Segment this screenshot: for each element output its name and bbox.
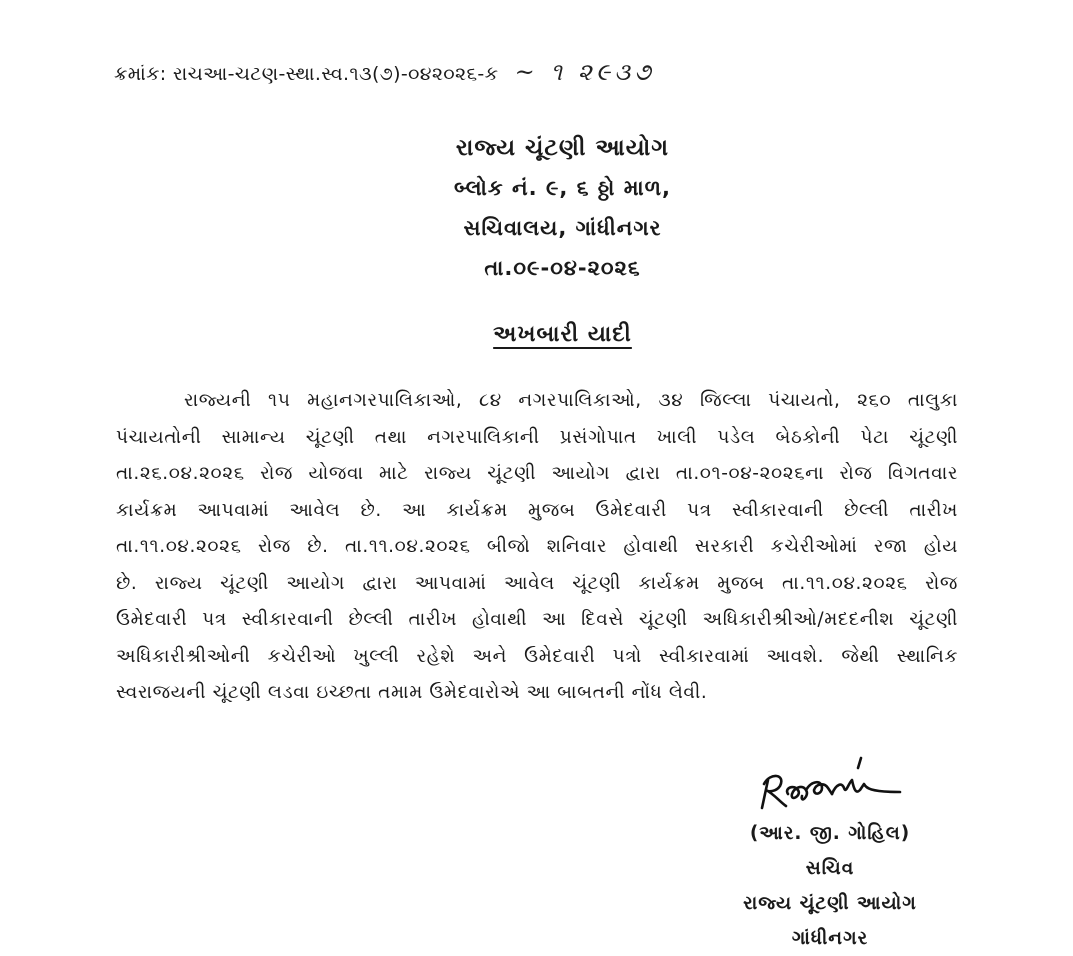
signature-icon bbox=[700, 750, 960, 816]
signatory-name: (આર. જી. ગોહિલ) bbox=[749, 823, 911, 844]
signature-block bbox=[700, 750, 960, 956]
letterhead bbox=[0, 128, 1073, 288]
body-paragraph bbox=[116, 383, 958, 712]
paragraph-line: સ્વરાજયની ચૂંટણી લડવા ઇચ્છતા તમામ ઉમેદવારોએ આ બાબતની નોંધ લેવી. bbox=[116, 682, 708, 703]
paragraph-line: પંચાયતોની સામાન્ય ચૂંટણી તથા નગરપાલિકાની પ્રસંગોપાત ખાલી પડેલ બેઠકોની પેટા ચૂંટણી bbox=[116, 426, 958, 448]
paragraph-line: તા.૨૬.૦૪.૨૦૨૬ રોજ યોજવા માટે રાજ્ય ચૂંટણી આયોગ દ્વારા તા.૦૧-૦૪-૨૦૨૬ના રોજ વિગતવાર bbox=[116, 463, 958, 484]
paragraph-line: તા.૧૧.૦૪.૨૦૨૬ રોજ છે. તા.૧૧.૦૪.૨૦૨૬ બીજો શનિવાર હોવાથી સરકારી કચેરીઓમાં રજા હોય bbox=[116, 536, 958, 557]
signatory-designation: સચિવ bbox=[805, 858, 855, 879]
paragraph-line: કાર્યક્રમ આપવામાં આવેલ છે. આ કાર્યક્રમ મુજબ ઉમેદવારી પત્ર સ્વીકારવાની છેલ્લી તારીખ bbox=[116, 499, 958, 521]
signatory-organization: રાજ્ય ચૂંટણી આયોગ bbox=[743, 893, 917, 914]
organization-name: રાજ્ય ચૂંટણી આયોગ bbox=[455, 135, 670, 161]
press-note-heading: અખબારી યાદી bbox=[493, 322, 632, 347]
document-date: તા.૦૯-૦૪-૨૦૨૬ bbox=[484, 256, 641, 280]
reference-number-handwritten: ~ ૧ ૨૯૩૭ bbox=[514, 58, 655, 86]
reference-number bbox=[114, 58, 655, 86]
document-title bbox=[0, 322, 1073, 347]
address-line-secretariat: સચિવાલય, ગાંધીનગર bbox=[463, 216, 662, 240]
address-line-block: બ્લોક નં. ૯, ૬ ઠ્ઠો માળ, bbox=[453, 176, 672, 200]
paragraph-line: અધિકારીશ્રીઓની કચેરીઓ ખુલ્લી રહેશે અને ઉમેદવારી પત્રો સ્વીકારવામાં આવશે. જેથી સ્થાનિક bbox=[116, 645, 958, 667]
signatory-city: ગાંધીનગર bbox=[791, 928, 869, 949]
paragraph-line: ઉમેદવારી પત્ર સ્વીકારવાની છેલ્લી તારીખ હોવાથી આ દિવસે ચૂંટણી અધિકારીશ્રીઓ/મદદનીશ ચૂંટણી bbox=[116, 609, 958, 630]
paragraph-line: રાજ્યની ૧૫ મહાનગરપાલિકાઓ, ૮૪ નગરપાલિકાઓ, ૩૪ જિલ્લા પંચાયતો, ૨૬૦ તાલુકા bbox=[184, 390, 958, 411]
paragraph-line: છે. રાજ્ય ચૂંટણી આયોગ દ્વારા આપવામાં આવેલ ચૂંટણી કાર્યક્રમ મુજબ તા.૧૧.૦૪.૨૦૨૬ રોજ bbox=[116, 572, 958, 594]
reference-number-printed: ક્રમાંક: રાચઆ-ચટણ-સ્થા.સ્વ.૧૩(૭)-૦૪૨૦૨૬-ક bbox=[114, 63, 499, 85]
